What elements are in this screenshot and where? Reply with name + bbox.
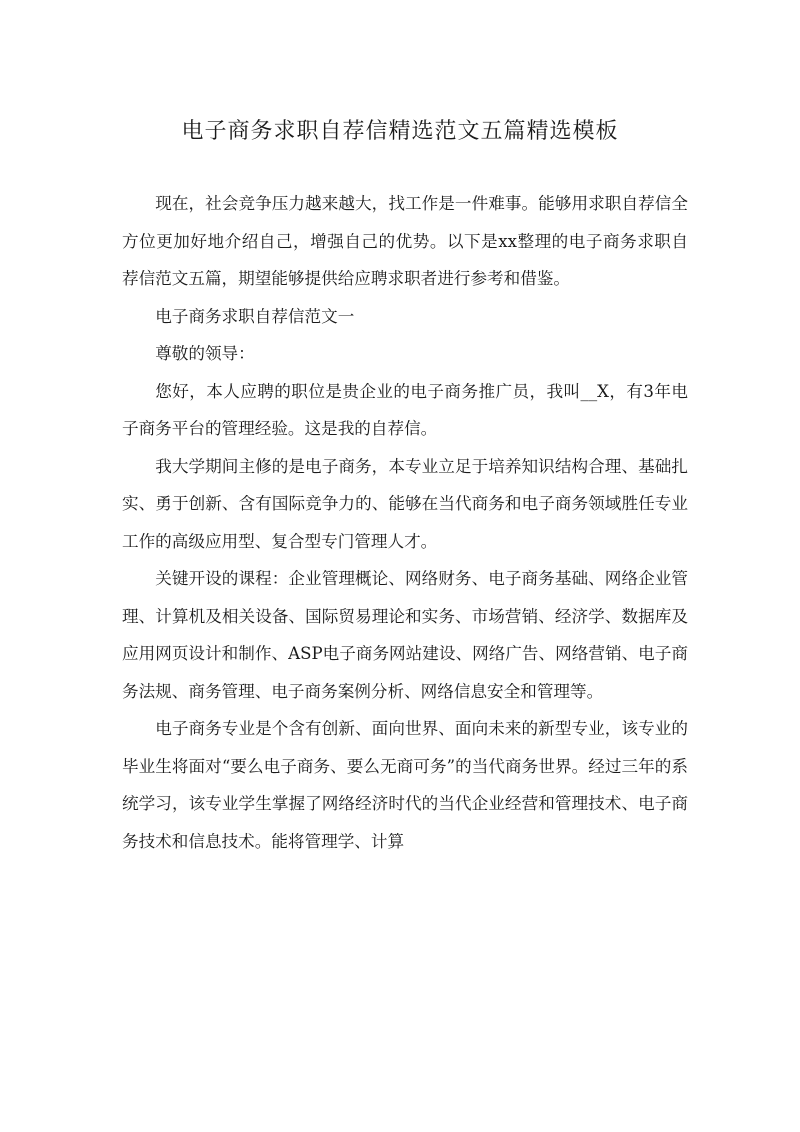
document-body [122, 185, 688, 860]
specialty-paragraph: 电子商务专业是个含有创新、面向世界、面向未来的新型专业，该专业的毕业生将面对“要么电子商务、要么无商可务”的当代商务世界。经过三年的系统学习，该专业学生掌握了网络经济时代的当代企业经营和管理技术、电子商务技术和信息技术。能将管理学、计算 [122, 719, 688, 851]
sample-heading: 电子商务求职自荐信范文一 [155, 306, 355, 326]
major-paragraph: 我大学期间主修的是电子商务，本专业立足于培养知识结构合理、基础扎实、勇于创新、含有国际竞争力的、能够在当代商务和电子商务领域胜任专业工作的高级应用型、复合型专门管理人才。 [122, 456, 688, 551]
document-title: 电子商务求职自荐信精选范文五篇精选模板 [181, 118, 619, 144]
greeting-paragraph: 您好，本人应聘的职位是贵企业的电子商务推广员，我叫__X，有3年电子商务平台的管理经验。这是我的自荐信。 [122, 381, 688, 438]
intro-paragraph: 现在，社会竞争压力越来越大，找工作是一件难事。能够用求职自荐信全方位更加好地介绍自己，增强自己的优势。以下是xx整理的电子商务求职自荐信范文五篇，期望能够提供给应聘求职者进行参考和借鉴。 [122, 194, 688, 288]
salutation: 尊敬的领导： [155, 344, 255, 363]
courses-paragraph: 关键开设的课程：企业管理概论、网络财务、电子商务基础、网络企业管理、计算机及相关设备、国际贸易理论和实务、市场营销、经济学、数据库及应用网页设计和制作、ASP电子商务网站建设、网络广告、网络营销、电子商务法规、商务管理、电子商务案例分析、网络信息安全和管理等。 [122, 569, 688, 701]
